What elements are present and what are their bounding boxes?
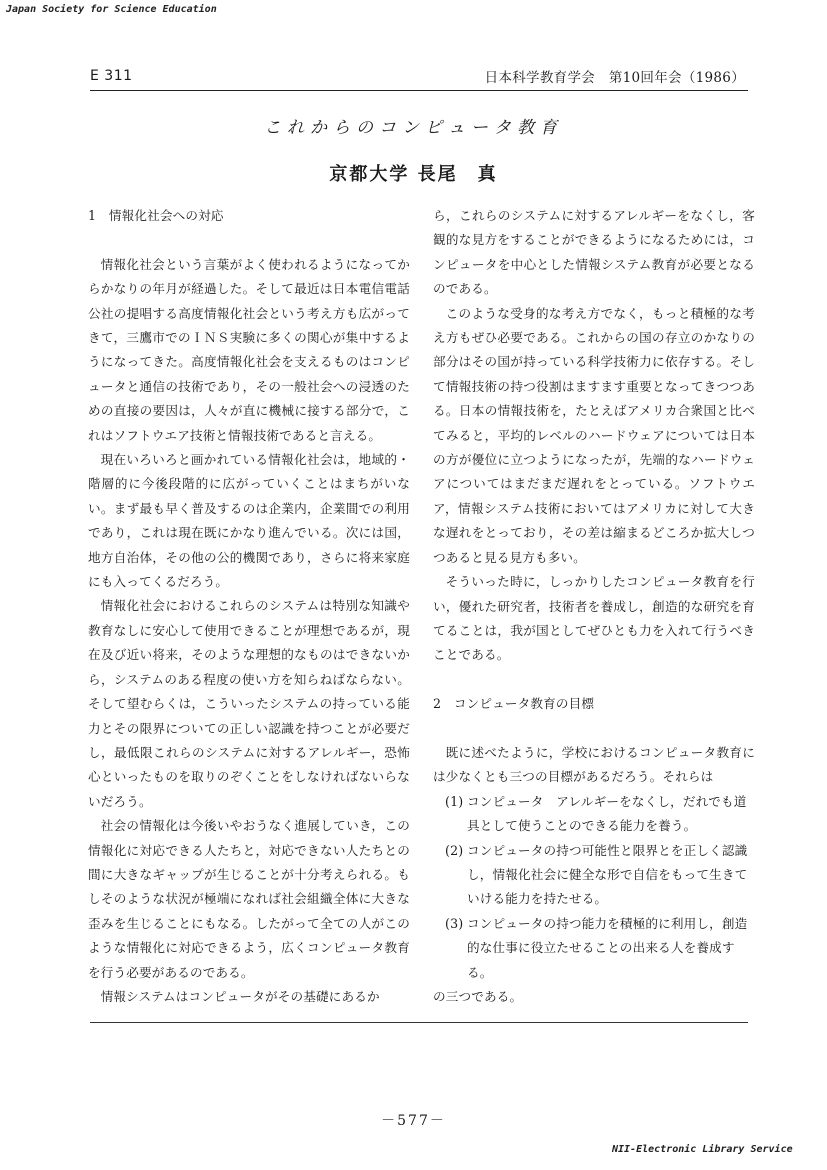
paragraph: の三つである。 — [433, 988, 523, 1004]
left-column — [88, 204, 410, 1009]
list-text: コンピュータ アレルギーをなくし，だれでも道具として使うことのできる能力を養う。 — [467, 793, 747, 834]
bottom-rule — [90, 1022, 748, 1023]
list-number: (1) — [445, 793, 464, 809]
paragraph: 現在いろいろと画かれている情報化社会は，地域的・階層的に今後段階的に広がっていくことはまちがいない。まず最も早く普及するのは企業内，企業間での利用であり，これは現在既にかなり進んでいる。次には国，地方自治体，その他の公的機関であり，さらに将来家庭にも入ってくるだろう。 — [88, 452, 410, 590]
goal-list — [433, 790, 755, 985]
paragraph: 情報化社会という言葉がよく使われるようになってからかなりの年月が経過した。そして最近は日本電信電話公社の提唱する高度情報化社会という考え方も広がってきて，三鷹市でのＩＮＳ実験に多くの関心が集中するようになってきた。高度情報化社会を支えるものはコンピュータと通信の技術であり，その一般社会への浸透のための直接の要因は，人々が直に機械に接する部分で，これはソフトウエア技術と情報技術であると言える。 — [88, 256, 410, 443]
list-item — [433, 790, 755, 839]
list-text: コンピュータの持つ可能性と限界とを正しく認識し，情報化社会に健全な形で自信をもって生きていける能力を持たせる。 — [467, 842, 748, 907]
conference-name: 日本科学教育学会 第10回年会（1986） — [484, 70, 745, 86]
site-header: Japan Society for Science Education — [6, 4, 217, 15]
page-number: －577－ — [381, 1113, 446, 1129]
site-footer: NII-Electronic Library Service — [612, 1144, 793, 1155]
header-rule — [90, 90, 748, 91]
author: 京都大学 長尾 真 — [329, 164, 498, 185]
paragraph: 情報システムはコンピュータがその基礎にあるか — [100, 988, 380, 1004]
paragraph: 情報化社会におけるこれらのシステムは特別な知識や教育なしに安心して使用できることが理想であるが，現在及び近い将来，そのような理想的なものはできないから，システムのある程度の使い方を知らねばならない。そして望むらくは，こういったシステムの持っている能力とその限界についての正しい認識を持つことが必要だし，最低限これらのシステムに対するアレルギー，恐怖心といったものを取りのぞくことをしなければないらないだろう。 — [88, 598, 410, 809]
paragraph: そういった時に，しっかりしたコンピュータ教育を行い，優れた研究者，技術者を養成し，創造的な研究を育てることは，我が国としてぜひとも力を入れて行うべきことである。 — [433, 574, 755, 663]
list-item — [433, 839, 755, 912]
paragraph: このような受身的な考え方でなく，もっと積極的な考え方もぜひ必要である。これからの国の存立のかなりの部分はその国が持っている科学技術力に依存する。そして情報技術の持つ役割はますます重要となってきつつある。日本の情報技術を，たとえばアメリカ合衆国と比べてみると，平均的レベルのハードウェアについては日本の方が優位に立つようになったが，先端的なハードウェアについてはまだまだ遅れをとっている。ソフトウエア，情報システム技術においてはアメリカに対して大きな遅れをとっており，その差は縮まるどころか拡大しつつあると見る見方も多い。 — [433, 305, 755, 565]
list-number: (2) — [445, 842, 464, 858]
list-text: コンピュータの持つ能力を積極的に利用し，創造的な仕事に役立たせることの出来る人を養成する。 — [467, 915, 748, 980]
list-item — [433, 912, 755, 985]
section-1-heading: 1 情報化社会への対応 — [88, 208, 224, 223]
section-2-heading: 2 コンピュータ教育の目標 — [433, 696, 595, 712]
paper-title: これからのコンピュータ教育 — [264, 118, 563, 138]
paragraph: ら，これらのシステムに対するアレルギーをなくし，客観的な見方をすることができるようになるためには，コンピュータを中心とした情報システム教育が必要となるのである。 — [433, 208, 755, 297]
right-column — [433, 204, 755, 1009]
list-number: (3) — [445, 915, 464, 931]
paragraph: 既に述べたように，学校におけるコンピュータ教育には少なくとも三つの目標があるだろう。それらは — [433, 744, 755, 785]
paper-code: E 311 — [90, 68, 133, 84]
paragraph: 社会の情報化は今後いやおうなく進展していき，この情報化に対応できる人たちと，対応できない人たちとの間に大きなギャップが生じることが十分考えられる。もしそのような状況が極端になれば社会組織全体に大きな歪みを生じることにもなる。したがって全ての人がこのような情報化に対応できるよう，広くコンピュータ教育を行う必要があるのである。 — [88, 818, 410, 980]
